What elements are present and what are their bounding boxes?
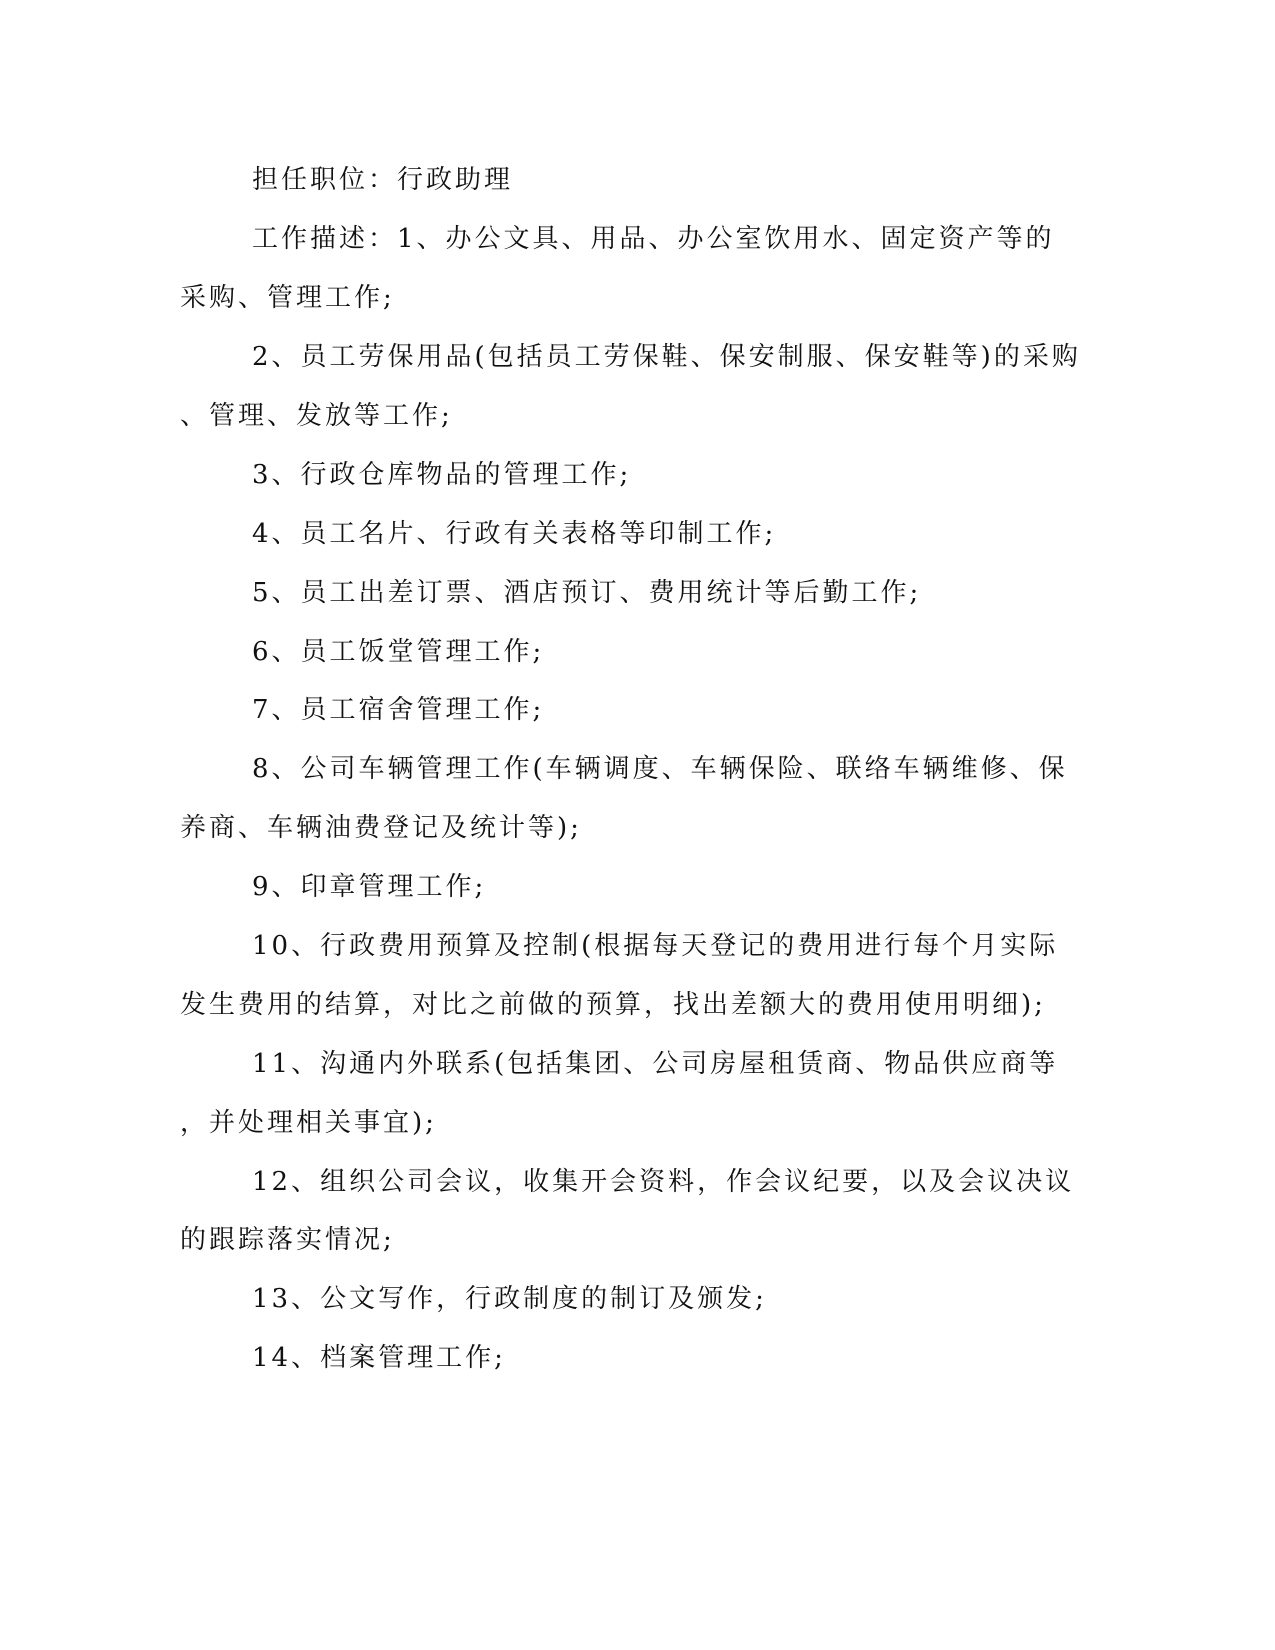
item-2-line: 2、员工劳保用品(包括员工劳保鞋、保安制服、保安鞋等)的采购 (252, 342, 1081, 372)
item-5-line: 5、员工出差订票、酒店预订、费用统计等后勤工作; (252, 578, 922, 608)
item-9-line: 9、印章管理工作; (252, 872, 487, 902)
item-12-line: 12、组织公司会议，收集开会资料，作会议纪要，以及会议决议 (252, 1167, 1075, 1197)
item-7-line: 7、员工宿舍管理工作; (252, 695, 545, 725)
item-12-continuation: 的跟踪落实情况; (180, 1225, 395, 1255)
item-10-continuation: 发生费用的结算，对比之前做的预算，找出差额大的费用使用明细); (180, 990, 1046, 1020)
item-8-continuation: 养商、车辆油费登记及统计等); (180, 813, 582, 843)
item-11-line: 11、沟通内外联系(包括集团、公司房屋租赁商、物品供应商等 (252, 1049, 1059, 1079)
job-description-line: 工作描述：1、办公文具、用品、办公室饮用水、固定资产等的 (252, 224, 1055, 254)
item-13-line: 13、公文写作，行政制度的制订及颁发; (252, 1284, 767, 1314)
item-1-continuation: 采购、管理工作; (180, 283, 395, 313)
item-2-continuation: 、管理、发放等工作; (180, 401, 453, 431)
item-3-line: 3、行政仓库物品的管理工作; (252, 460, 632, 490)
item-6-line: 6、员工饭堂管理工作; (252, 637, 545, 667)
item-8-line: 8、公司车辆管理工作(车辆调度、车辆保险、联络车辆维修、保 (252, 754, 1068, 784)
item-4-line: 4、员工名片、行政有关表格等印制工作; (252, 519, 777, 549)
item-10-line: 10、行政费用预算及控制(根据每天登记的费用进行每个月实际 (252, 931, 1059, 961)
item-11-continuation: ，并处理相关事宜); (180, 1108, 437, 1138)
item-14-line: 14、档案管理工作; (252, 1343, 506, 1373)
position-line: 担任职位：行政助理 (252, 165, 514, 195)
